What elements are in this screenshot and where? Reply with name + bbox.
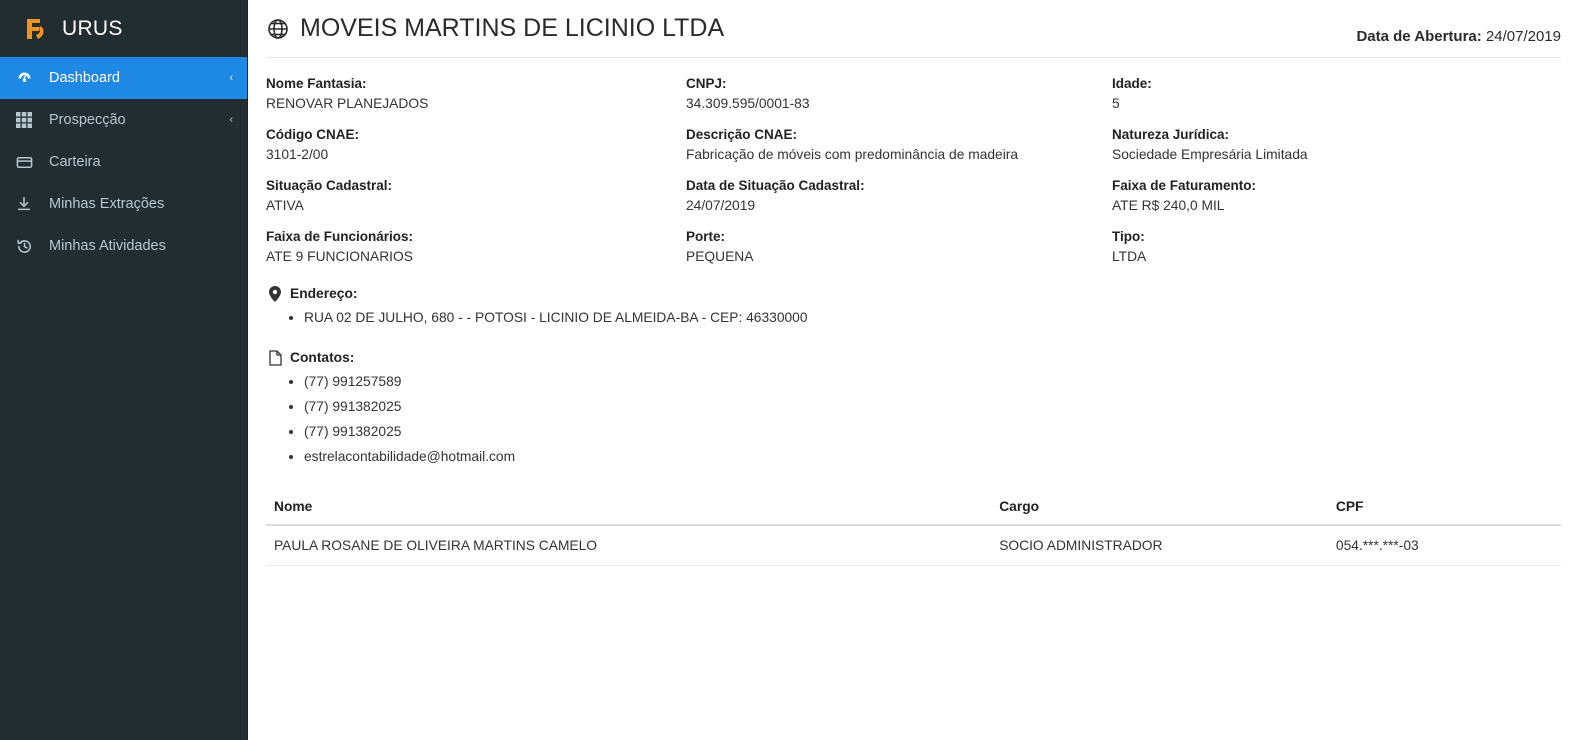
grid-icon bbox=[16, 112, 40, 128]
contacts-title: Contatos: bbox=[290, 350, 355, 365]
chevron-left-icon: ‹ bbox=[229, 72, 233, 84]
field-label: Natureza Jurídica: bbox=[1112, 126, 1230, 142]
table-body bbox=[266, 525, 1561, 566]
field-label: Descrição CNAE: bbox=[686, 126, 798, 142]
urus-logo-icon bbox=[18, 12, 52, 46]
document-icon bbox=[266, 350, 284, 366]
company-fields-grid bbox=[266, 76, 1561, 264]
list-item: • (77) 991257589 bbox=[304, 372, 1561, 392]
cell-cargo: SOCIO ADMINISTRADOR bbox=[991, 525, 1328, 566]
company-name: MOVEIS MARTINS DE LICINIO LTDA bbox=[300, 14, 725, 42]
cell-cpf: 054.***.***-03 bbox=[1328, 525, 1561, 566]
open-date-value: 24/07/2019 bbox=[1485, 27, 1561, 45]
globe-icon bbox=[266, 17, 290, 41]
page-header bbox=[266, 14, 1561, 58]
people-table bbox=[266, 489, 1561, 566]
field-descricao-cnae bbox=[686, 127, 1112, 162]
dashboard-icon bbox=[16, 70, 40, 87]
contacts-section-header bbox=[266, 350, 1561, 366]
sidebar-item-label: Dashboard bbox=[49, 70, 120, 86]
field-data-situacao-cadastral bbox=[686, 178, 1112, 213]
field-value: 24/07/2019 bbox=[686, 197, 756, 213]
history-icon bbox=[16, 238, 40, 255]
field-natureza-juridica bbox=[1112, 127, 1561, 162]
sidebar-item-carteira[interactable] bbox=[0, 141, 247, 183]
list-item: • (77) 991382025 bbox=[304, 397, 1561, 417]
cell-nome: PAULA ROSANE DE OLIVEIRA MARTINS CAMELO bbox=[266, 525, 991, 566]
table-row[interactable] bbox=[266, 525, 1561, 566]
sidebar-item-label: Prospecção bbox=[49, 112, 126, 128]
sidebar bbox=[0, 0, 248, 740]
field-label: Tipo: bbox=[1112, 228, 1145, 244]
field-cnpj bbox=[686, 76, 1112, 111]
field-label: Código CNAE: bbox=[266, 126, 359, 142]
sidebar-item-label: Carteira bbox=[49, 154, 101, 170]
field-label: Nome Fantasia: bbox=[266, 75, 367, 91]
list-item: • (77) 991382025 bbox=[304, 422, 1561, 442]
sidebar-item-label: Minhas Extrações bbox=[49, 196, 165, 212]
list-item: • RUA 02 DE JULHO, 680 - - POTOSI - LICINIO DE ALMEIDA-BA - CEP: 46330000 bbox=[304, 308, 1561, 328]
sidebar-item-prospeccao[interactable] bbox=[0, 99, 247, 141]
field-value: 3101-2/00 bbox=[266, 146, 329, 162]
list-item: • estrelacontabilidade@hotmail.com bbox=[304, 447, 1561, 467]
field-label: Faixa de Faturamento: bbox=[1112, 177, 1257, 193]
field-value: ATE 9 FUNCIONARIOS bbox=[266, 248, 413, 264]
column-header-cargo: Cargo bbox=[991, 489, 1328, 525]
sidebar-item-dashboard[interactable] bbox=[0, 57, 247, 99]
contacts-list bbox=[266, 372, 1561, 467]
field-value: Sociedade Empresária Limitada bbox=[1112, 146, 1308, 162]
address-list bbox=[266, 308, 1561, 328]
field-value: ATE R$ 240,0 MIL bbox=[1112, 197, 1225, 213]
field-label: CNPJ: bbox=[686, 75, 727, 91]
open-date-label: Data de Abertura: bbox=[1356, 27, 1482, 45]
main-content bbox=[248, 0, 1583, 740]
column-header-cpf: CPF bbox=[1328, 489, 1561, 525]
address-title: Endereço: bbox=[290, 286, 358, 301]
field-value: 34.309.595/0001-83 bbox=[686, 95, 810, 111]
field-value: LTDA bbox=[1112, 248, 1147, 264]
field-tipo bbox=[1112, 229, 1561, 264]
field-nome-fantasia bbox=[266, 76, 686, 111]
field-label: Data de Situação Cadastral: bbox=[686, 177, 865, 193]
field-label: Idade: bbox=[1112, 75, 1152, 91]
column-header-nome: Nome bbox=[266, 489, 991, 525]
wallet-icon bbox=[16, 154, 40, 171]
field-faixa-funcionarios bbox=[266, 229, 686, 264]
field-label: Porte: bbox=[686, 228, 726, 244]
address-section-header bbox=[266, 286, 1561, 302]
brand-title: URUS bbox=[62, 16, 123, 40]
field-value: RENOVAR PLANEJADOS bbox=[266, 95, 429, 111]
sidebar-item-minhas-extracoes[interactable] bbox=[0, 183, 247, 225]
field-label: Situação Cadastral: bbox=[266, 177, 393, 193]
field-codigo-cnae bbox=[266, 127, 686, 162]
field-idade bbox=[1112, 76, 1561, 111]
field-value: PEQUENA bbox=[686, 248, 754, 264]
download-icon bbox=[16, 196, 40, 212]
table-header-row bbox=[266, 489, 1561, 525]
map-pin-icon bbox=[266, 286, 284, 302]
field-value: 5 bbox=[1112, 95, 1120, 111]
sidebar-item-minhas-atividades[interactable] bbox=[0, 225, 247, 267]
field-porte bbox=[686, 229, 1112, 264]
sidebar-item-label: Minhas Atividades bbox=[49, 238, 166, 254]
field-situacao-cadastral bbox=[266, 178, 686, 213]
sidebar-nav bbox=[0, 57, 247, 267]
field-label: Faixa de Funcionários: bbox=[266, 228, 414, 244]
brand[interactable] bbox=[0, 0, 247, 57]
field-value: Fabricação de móveis com predominância de madeira bbox=[686, 146, 1019, 162]
chevron-left-icon: ‹ bbox=[229, 114, 233, 126]
field-value: ATIVA bbox=[266, 197, 304, 213]
table-header bbox=[266, 489, 1561, 525]
open-date bbox=[1356, 28, 1561, 45]
page-title bbox=[266, 14, 724, 43]
company-detail-panel bbox=[248, 0, 1583, 566]
field-faixa-faturamento bbox=[1112, 178, 1561, 213]
